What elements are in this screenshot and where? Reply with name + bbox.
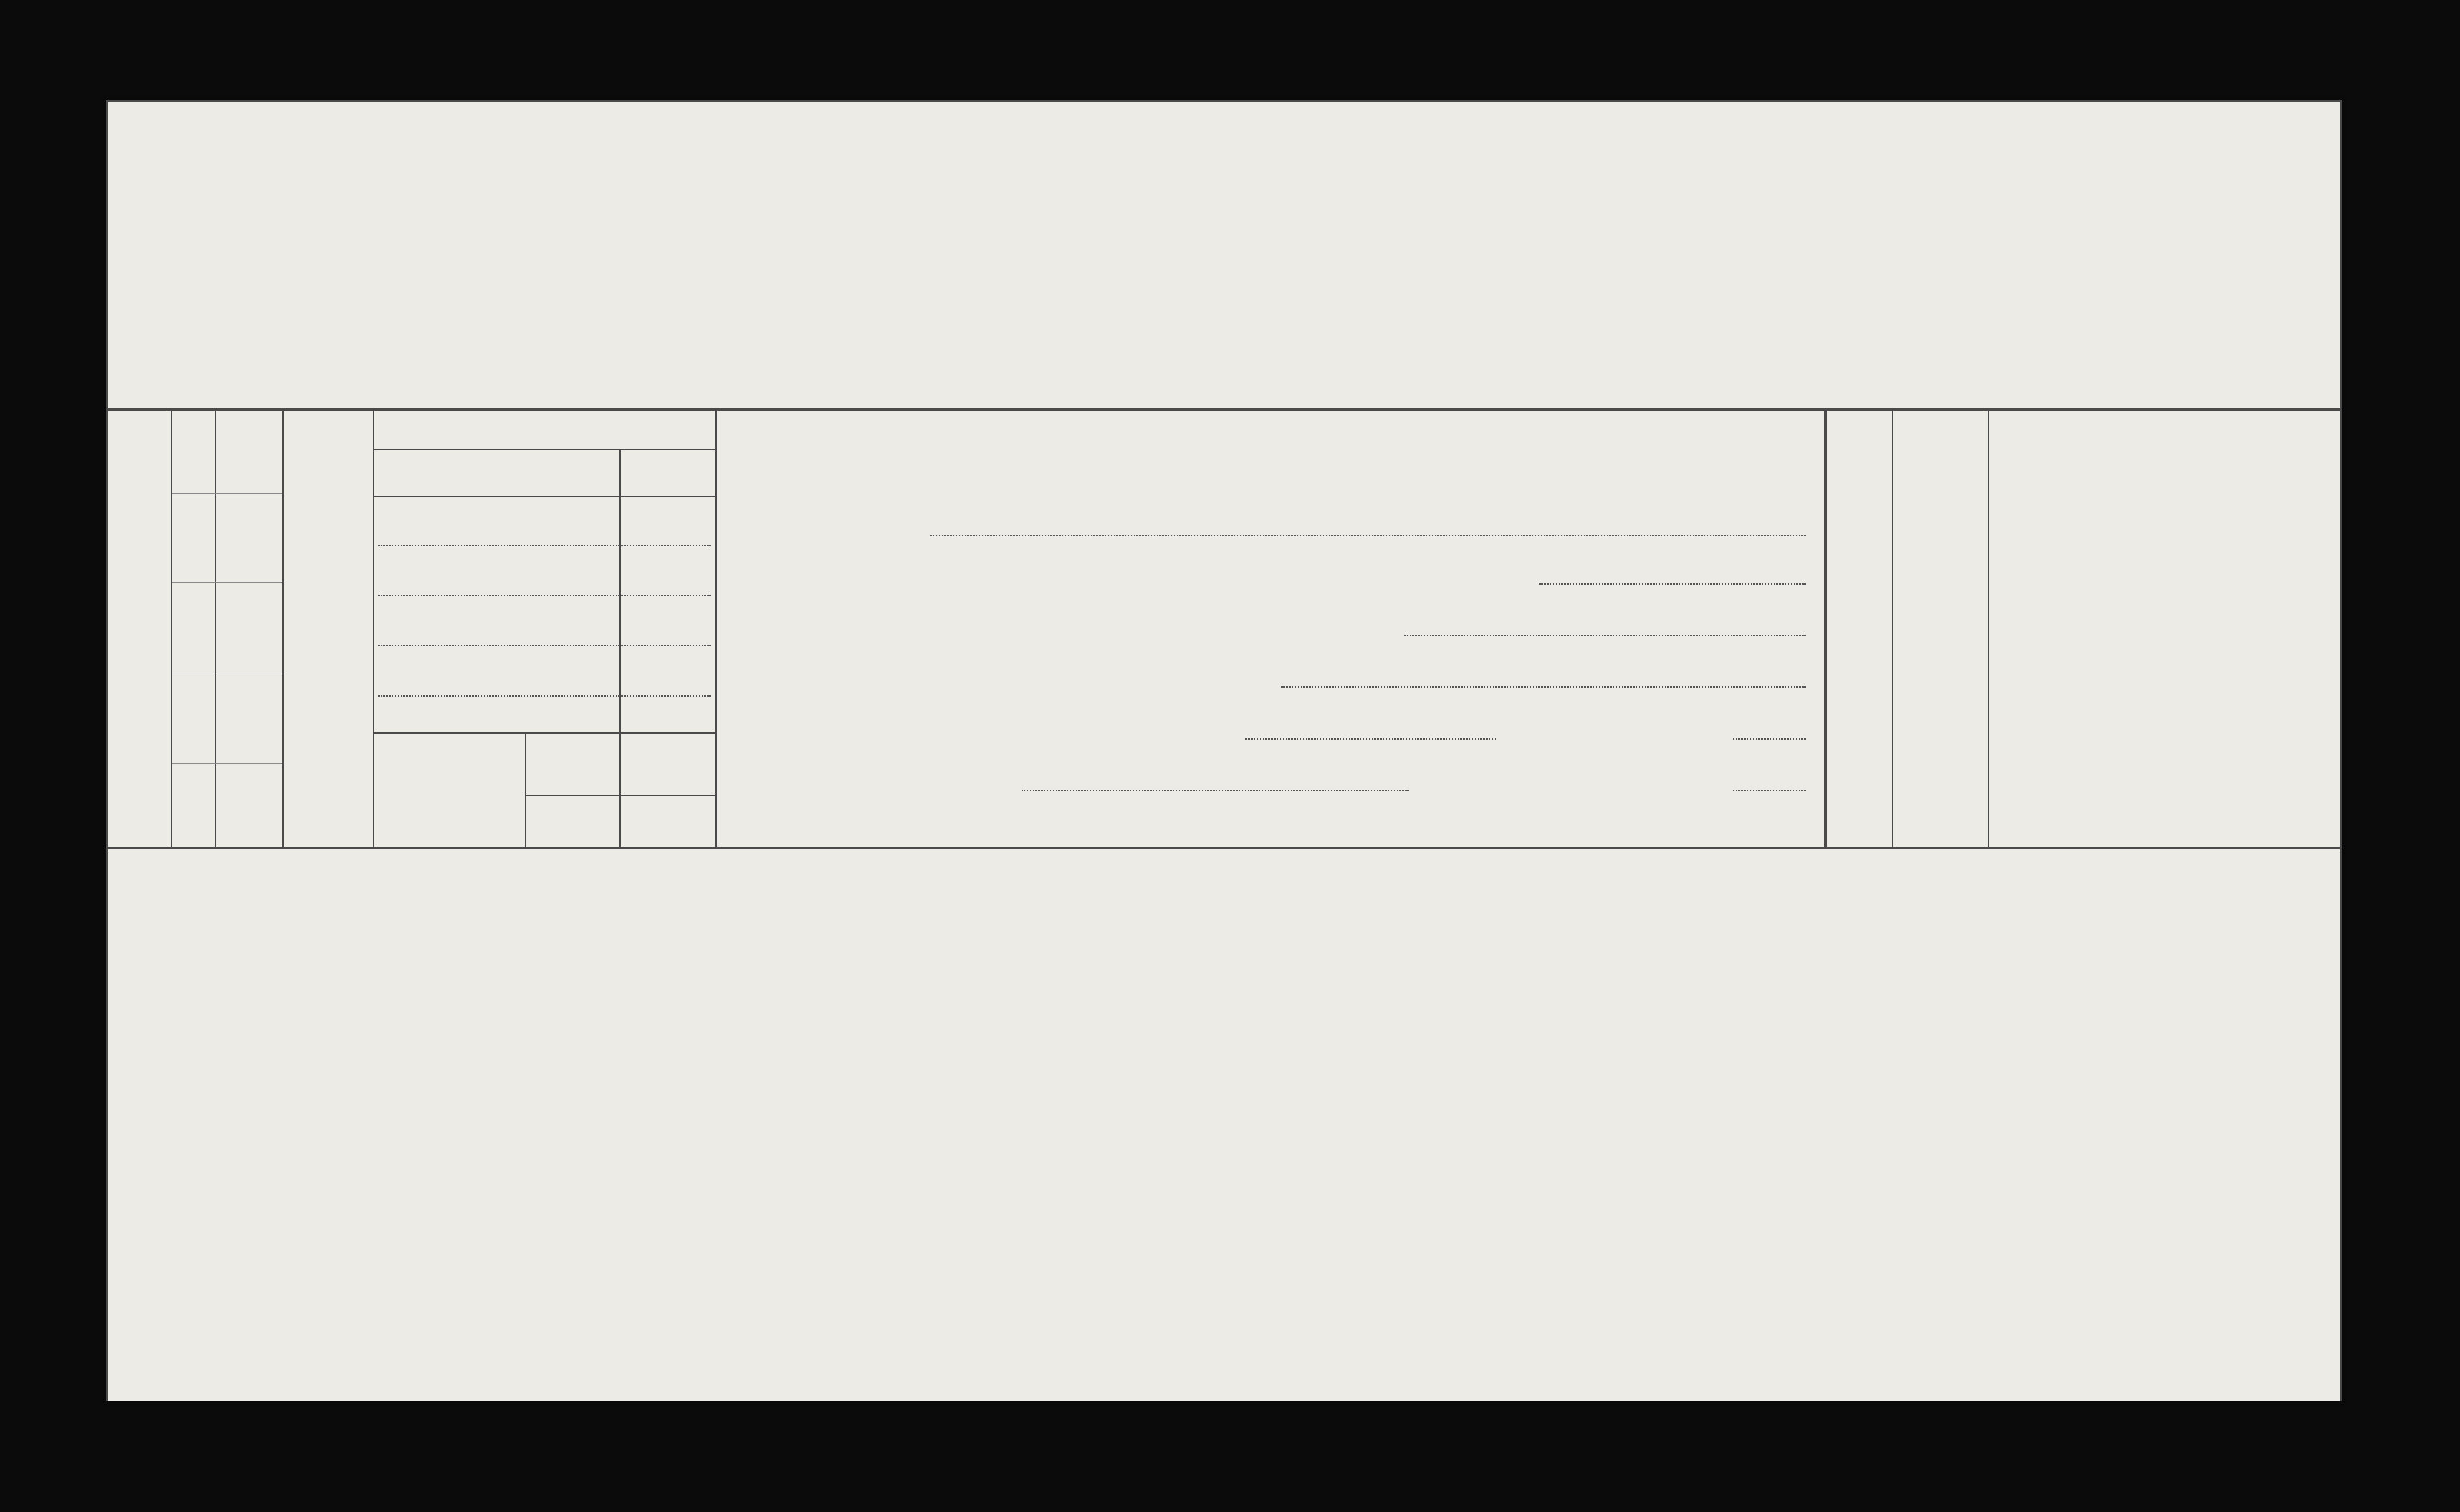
- cattle-num-131: [175, 496, 214, 579]
- population-label: [1827, 416, 1890, 843]
- cattle-num-134: [175, 767, 214, 844]
- cattle-label-131: [218, 496, 279, 579]
- cattle-num-130: [175, 413, 214, 492]
- cattle-label-130: [218, 413, 279, 492]
- census-card: [106, 100, 2342, 1401]
- cattle-label-133: [218, 676, 279, 761]
- hired-workers-label: [287, 416, 368, 843]
- cattle-num-132: [175, 585, 214, 671]
- cattle-label-132: [218, 585, 279, 671]
- cattle-num-133: [175, 676, 214, 761]
